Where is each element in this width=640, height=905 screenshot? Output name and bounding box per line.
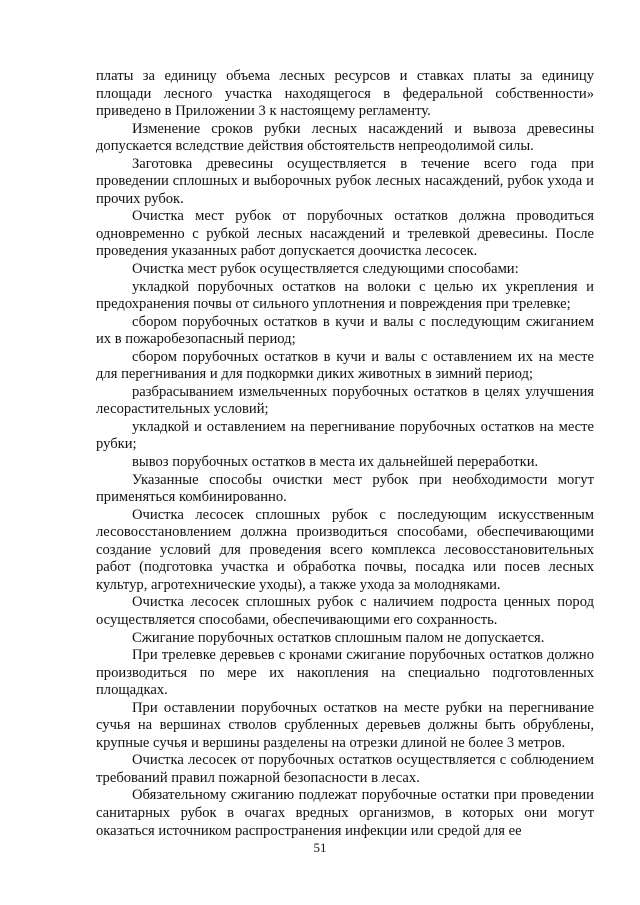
paragraph: Очистка лесосек сплошных рубок с наличием подроста ценных пород осуществляется способами, обеспечивающими его сохранность. xyxy=(96,594,594,628)
list-item: сбором порубочных остатков в кучи и валы с оставлением их на месте для перегнивания и для подкормки диких животных в зимний период; xyxy=(96,348,594,383)
list-item: сбором порубочных остатков в кучи и валы с последующим сжиганием их в пожаробезопасный период; xyxy=(96,313,594,348)
paragraph: При трелевке деревьев с кронами сжигание порубочных остатков должно производиться по мере их накопления на специально подготовленных площадках. xyxy=(96,647,594,699)
list-item: укладкой порубочных остатков на волоки с целью их укрепления и предохранения почвы от сильного уплотнения и повреждения при трелевке; xyxy=(96,278,594,313)
page-number: 51 xyxy=(313,840,327,855)
list-item: вывоз порубочных остатков в места их дальнейшей переработки. xyxy=(132,454,539,471)
paragraph: Указанные способы очистки мест рубок при необходимости могут применяться комбинированно. xyxy=(96,471,594,506)
paragraph: Сжигание порубочных остатков сплошным палом не допускается. xyxy=(132,629,545,646)
list-item: разбрасыванием измельченных порубочных остатков в целях улучшения лесорастительных условий; xyxy=(96,383,594,418)
paragraph: Очистка лесосек от порубочных остатков осуществляется с соблюдением требований правил пожарной безопасности в лесах. xyxy=(96,752,594,786)
body-text xyxy=(96,68,594,840)
list-item: укладкой и оставлением на перегнивание порубочных остатков на месте рубки; xyxy=(96,418,594,453)
paragraph: Очистка мест рубок осуществляется следующими способами: xyxy=(132,261,519,278)
paragraph: Заготовка древесины осуществляется в течение всего года при проведении сплошных и выборочных рубок лесных насаждений, рубок ухода и прочих рубок. xyxy=(96,155,594,207)
paragraph: При оставлении порубочных остатков на месте рубки на перегнивание сучья на вершинах стволов срубленных деревьев должны быть обрублены, крупные сучья и вершины разделены на отрезки длиной не более 3 метров. xyxy=(96,699,594,751)
paragraph-continuation: платы за единицу объема лесных ресурсов и ставках платы за единицу площади лесного участка находящегося в федеральной собственности» приведено в Приложении 3 к настоящему регламенту. xyxy=(96,68,594,120)
paragraph: Очистка мест рубок от порубочных остатков должна проводиться одновременно с рубкой лесных насаждений и трелевкой древесины. После проведения указанных работ допускается доочистка лесосек. xyxy=(96,208,594,260)
paragraph: Обязательному сжиганию подлежат порубочные остатки при проведении санитарных рубок в очагах вредных организмов, в которых они могут оказаться источником распространения инфекции или средой для ее xyxy=(96,787,594,839)
paragraph: Изменение сроков рубки лесных насаждений и вывоза древесины допускается вследствие действия обстоятельств непреодолимой силы. xyxy=(96,120,594,155)
paragraph: Очистка лесосек сплошных рубок с последующим искусственным лесовосстановлением должна производиться способами, обеспечивающими создание условий для проведения всего комплекса лесовосстановительных работ (подготовка участка и обработка почвы, посадка или посев лесных культур, агротехнические уходы), а также ухода за молодняками. xyxy=(96,506,594,593)
